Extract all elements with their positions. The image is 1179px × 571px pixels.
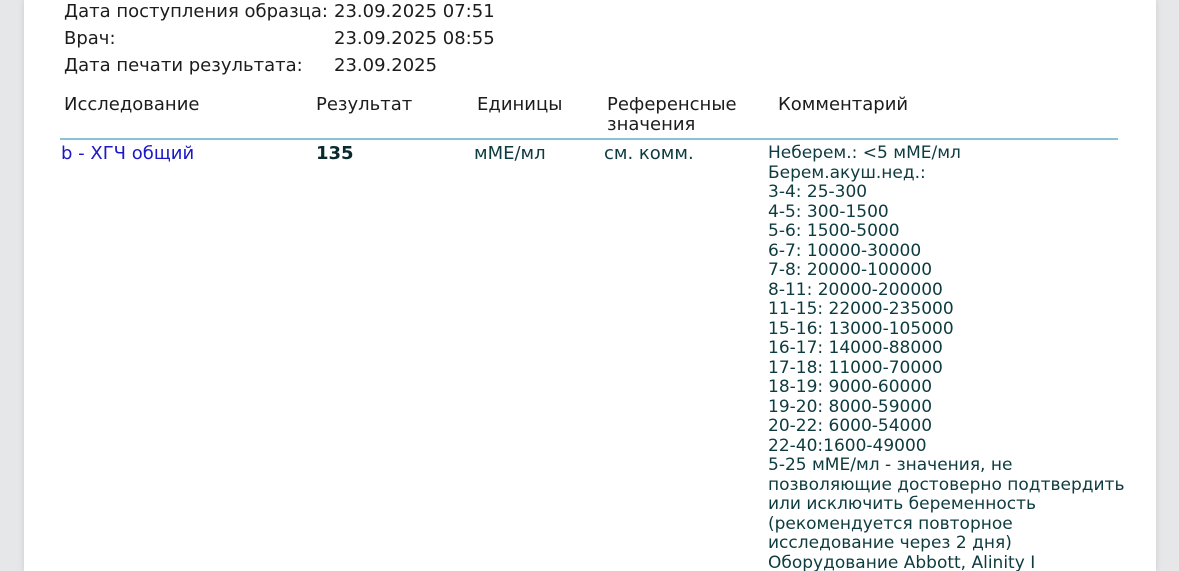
row-units: мМЕ/мл (474, 143, 546, 164)
comment-line: 18-19: 9000-60000 (768, 377, 933, 397)
meta-label: Врач: (64, 28, 116, 49)
meta-value: 23.09.2025 08:55 (334, 28, 495, 49)
row-reference: см. комм. (604, 143, 694, 164)
header-reference-line2: значения (607, 114, 696, 135)
meta-value: 23.09.2025 (334, 55, 438, 76)
header-comment: Комментарий (778, 94, 909, 115)
comment-line: (рекомендуется повторное (768, 513, 1013, 534)
comment-line: 5-6: 1500-5000 (768, 221, 900, 241)
meta-label: Дата поступления образца: (64, 1, 328, 22)
header-units: Единицы (477, 94, 563, 115)
comment-line: 3-4: 25-300 (768, 182, 868, 202)
comment-line: Оборудование Abbott, Alinity I (768, 552, 1036, 571)
comment-line: или исключить беременность (768, 494, 1036, 514)
comment-line: 19-20: 8000-59000 (768, 396, 933, 417)
meta-value: 23.09.2025 07:51 (334, 1, 495, 22)
comment-line: 11-15: 22000-235000 (768, 299, 954, 319)
comment-line: 6-7: 10000-30000 (768, 240, 922, 261)
header-result: Результат (316, 94, 413, 115)
comment-line: Берем.акуш.нед.: (768, 162, 926, 183)
meta-label: Дата печати результата: (64, 55, 303, 76)
lab-report-page (24, 0, 1156, 571)
comment-line: 17-18: 11000-70000 (768, 357, 943, 378)
comment-line: 4-5: 300-1500 (768, 201, 889, 222)
row-comment (768, 144, 1124, 571)
comment-line: 5-25 мМЕ/мл - значения, не (768, 455, 1013, 475)
comment-line: 7-8: 20000-100000 (768, 260, 933, 280)
comment-line: 22-40:1600-49000 (768, 435, 927, 456)
header-divider (60, 138, 1118, 140)
comment-line: исследование через 2 дня) (768, 533, 1012, 553)
header-reference-line1: Референсные (607, 94, 737, 115)
header-reference (607, 95, 737, 135)
comment-line: 16-17: 14000-88000 (768, 338, 943, 358)
comment-line: 15-16: 13000-105000 (768, 318, 954, 339)
comment-line: Неберем.: <5 мМЕ/мл (768, 143, 961, 163)
row-study-name: b - ХГЧ общий (61, 143, 195, 164)
comment-line: позволяющие достоверно подтвердить (768, 474, 1125, 495)
comment-line: 8-11: 20000-200000 (768, 279, 943, 300)
header-study: Исследование (64, 94, 200, 115)
row-result-value: 135 (316, 143, 354, 164)
comment-line: 20-22: 6000-54000 (768, 416, 933, 436)
